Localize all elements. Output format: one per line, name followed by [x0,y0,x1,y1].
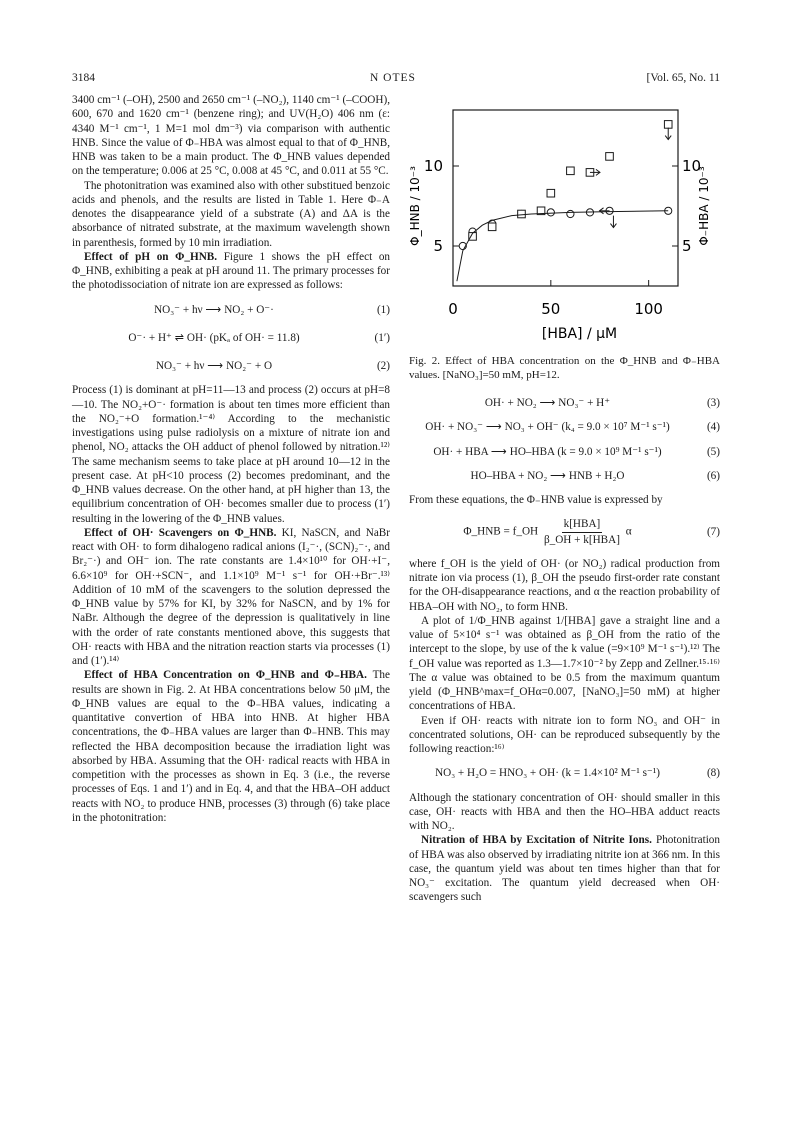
equation-lhs: Φ_HNB = f_OH [463,525,539,538]
paragraph: Although the stationary concentration of OH· should smaller in this case, OH· reacts with HBA and then the HO–HBA adduct reacts with NO₂. [409,791,720,832]
equation-text: OH· + NO₃⁻ ⟶ NO₃ + OH⁻ (k₄ = 9.0 × 10⁷ M⁻¹ s⁻¹) [425,421,670,434]
x-tick-label: 50 [541,300,561,318]
paragraph: where f_OH is the yield of OH· (or NO₂) radical production from nitrate ion via process (1), β_OH the pseudo first-order rate constant for the OH-disappearance reactions, and α the reaction probability of HBA–OH with NO₂, to form HNB. [409,557,720,613]
hba-point [664,121,672,129]
y2-axis-label: Φ₋HBA / 10⁻³ [697,166,711,246]
equation-text: NO₃⁻ + hν ⟶ NO₂ + O⁻· [154,303,274,316]
hnb-point [547,209,554,216]
paragraph: From these equations, the Φ₋HNB value is expressed by [409,494,663,506]
fraction-denominator: β_OH + k[HBA] [543,533,620,546]
equation-5 [409,445,720,459]
equation-number: (8) [706,767,720,780]
equation-1 [72,303,390,317]
paragraph [72,250,390,293]
hba-point [488,223,496,231]
equation-text: OH· + HBA ⟶ HO–HBA (k = 9.0 × 10⁹ M⁻¹ s⁻¹) [433,445,662,458]
equation-number: (2) [376,360,390,372]
paragraph-text: KI, NaSCN, and NaBr react with OH· to form dihalogeno radical anions (I₂⁻·, (SCN)₂⁻·, and Br₂⁻·) and OH⁻ ion. The rate constants are 1.4×10¹⁰ for OH·+I⁻, 6.6×10⁹ for OH·+SCN⁻, and 1.1×10⁹ M⁻¹ s⁻¹ for OH·+Br⁻.¹³⁾ Addition of 10 mM of the scavengers to the solution depressed the Φ_HNB value by 57% for KI, by 32% for NaSCN, and by 1% for NaBr. Although the degree of the depression is qualitatively in line with the order of rate constants mentioned above, this suggests that OH· reacts with HBA and the nitration reaction starts via processes (1) and (1′).¹⁴⁾ [72,526,390,667]
plot-frame [453,110,678,286]
paragraph: The photonitration was examined also with other substitued benzoic acids and phenols, and the results are listed in Table 1. Here Φ₋A denotes the disappearance yield of a substrate (A) and ΔA is the absorbance of nitrated substrate, at the maximum wavelength shown in parenthesis, formed by 10 min irradiation. [72,179,390,249]
paragraph [72,526,390,669]
equation-number: (1) [376,303,390,316]
section-heading: Nitration of HBA by Excitation of Nitrite Ions. [421,834,652,847]
equation-2 [72,359,390,373]
equation-1-prime [72,331,390,345]
equation-8 [409,766,720,780]
y-axis-label: Φ_HNB / 10⁻³ [408,166,422,246]
equation-text: NO₃⁻ + hν ⟶ NO₂⁻ + O [155,360,273,372]
section-heading: Effect of pH on Φ_HNB. [84,250,218,263]
hba-point [567,167,575,175]
equation-number: (7) [706,525,720,538]
running-header: N OTES [370,72,416,84]
paragraph-text: The results are shown in Fig. 2. At HBA concentrations below 50 μM, the Φ_HNB values are equal to the Φ₋HBA values, indicating a quantitative convertion of HBA into HNB. At higher HBA concentrations, the Φ₋HBA values are larger than Φ₋HNB. This may reflected the HBA decomposition because the irradiation light was absorbed by HBA. Assuming that the OH· radical reacts with HBA in competition with the processes as shown in Eq. 3 (i.e., the reverse processes of Eqs. 1 and 1′) and in Eq. 4, and that the HBA–OH adduct reacts with NO₂ to produce HNB, processes (3) through (6) take place in the photonitration: [72,669,390,824]
hba-point [547,189,555,197]
figure-2 [405,96,717,348]
equation-alpha: α [625,525,632,538]
equation-number: (3) [706,397,720,409]
section-heading: Effect of HBA Concentration on Φ_HNB and Φ₋HBA. [84,669,367,682]
paragraph-text: Photonitration of HBA was also observed by irradiating nitrite ion at 366 nm. In this case, the quantum yield was about ten times higher than that for NO₃⁻ excitation. The quantum yield decreased when OH· scavengers such [409,834,720,904]
x-tick-label: 100 [634,300,663,318]
paragraph: 3400 cm⁻¹ (–OH), 2500 and 2650 cm⁻¹ (–NO₂), 1140 cm⁻¹ (–COOH), 600, 670 and 1620 cm⁻¹ (benzene ring); and UV(H₂O) 406 nm (ε: 4340 M⁻¹ cm⁻¹, 1 M=1 mol dm⁻³) via comparison with authentic HNB. Since the value of Φ₋HBA was almost equal to that of Φ_HNB, HNB was taken to be a main product. The Φ_HNB values depended on the temperature; 0.006 at 25 °C, 0.008 at 45 °C, and 0.011 at 55 °C. [72,94,390,178]
volume-info: [Vol. 65, No. 11 [646,72,720,84]
paragraph-text: Figure 1 shows the pH effect on Φ_HNB, exhibiting a peak at pH around 11. The primary processes for the photodissociation of nitrate ion are expressed as follows: [72,250,391,292]
x-axis-label: [HBA] / μM [541,326,618,342]
equation-7 [409,517,720,547]
equation-text: HO–HBA + NO₂ ⟶ HNB + H₂O [470,469,625,482]
paragraph [72,668,390,825]
right-column [409,355,720,905]
equation-text [409,517,686,547]
equation-text: NO₃ + H₂O = HNO₃ + OH· (k = 1.4×10² M⁻¹ s⁻¹) [435,767,660,780]
paragraph: Even if OH· reacts with nitrate ion to form NO₃ and OH⁻ in concentrated solutions, OH· can be reproduced subsequently by the following reaction:¹⁶⁾ [409,714,720,755]
fit-curve [457,211,668,281]
y-tick-label: 5 [433,237,443,255]
section-heading: Effect of OH· Scavengers on Φ_HNB. [84,526,277,539]
equation-number: (6) [706,469,720,482]
equation-3 [409,396,720,410]
x-tick-label: 0 [448,300,458,318]
left-column [72,93,390,825]
equation-text: O⁻· + H⁺ ⇌ OH· (pKₐ of OH· = 11.8) [128,331,300,344]
hba-point [518,210,526,218]
y-tick-label: 10 [423,157,443,175]
y2-tick-label: 10 [682,157,702,175]
y2-tick-label: 5 [682,237,692,255]
equation-number: (5) [706,445,720,458]
figure-caption: Fig. 2. Effect of HBA concentration on the Φ_HNB and Φ₋HBA values. [NaNO₃]=50 mM, pH=12. [409,355,720,381]
paragraph: Process (1) is dominant at pH=11—13 and process (2) occurs at pH=8—10. The NO₂+O⁻· formation is about ten times more efficient than the NO₂⁻+O formation.¹⁻⁴⁾ According to the mechanistic investigations using pulse radiolysis on a mixture of nitrate ion and phenol, NO₂ attacks the OH adduct of phenol followed by nitration.¹²⁾ The same mechanism seems to take place at pH around 10—12 in the present case. At pH<10 process (2) becomes predominant, and the Φ_HNB values decrease. On the other hand, at pH higher than 13, the equilibrium concentration of OH· becomes smaller due to process (1′) resulting in the lowering of the Φ_HNB values. [72,384,390,525]
equation-6 [409,469,720,483]
hba-point [606,153,614,161]
equation-4 [409,420,720,434]
equation-number: (4) [706,421,720,434]
page-number: 3184 [72,72,95,84]
fraction [544,517,620,547]
chart-svg [405,96,717,348]
fraction-numerator: k[HBA] [562,517,603,532]
paragraph [409,833,720,904]
hnb-point [567,210,574,217]
equation-number: (1′) [374,331,390,344]
paragraph: A plot of 1/Φ_HNB against 1/[HBA] gave a straight line and a value of 5×10⁴ s⁻¹ was obtained as β_OH from the ratio of the intercept to the slope, by use of the k value (=9×10⁹ M⁻¹ s⁻¹).¹²⁾ The f_OH value was reported as 1.3—1.7×10⁻² by Zepp and Zellner.¹⁵·¹⁶⁾ The α value was obtained to be 0.5 from the maximum quantum yield (Φ_HNB^max=f_OHα=0.007, [NaNO₃]=50 mM) at higher concentrations of HBA. [409,614,720,713]
equation-text: OH· + NO₂ ⟶ NO₃⁻ + H⁺ [484,397,611,409]
